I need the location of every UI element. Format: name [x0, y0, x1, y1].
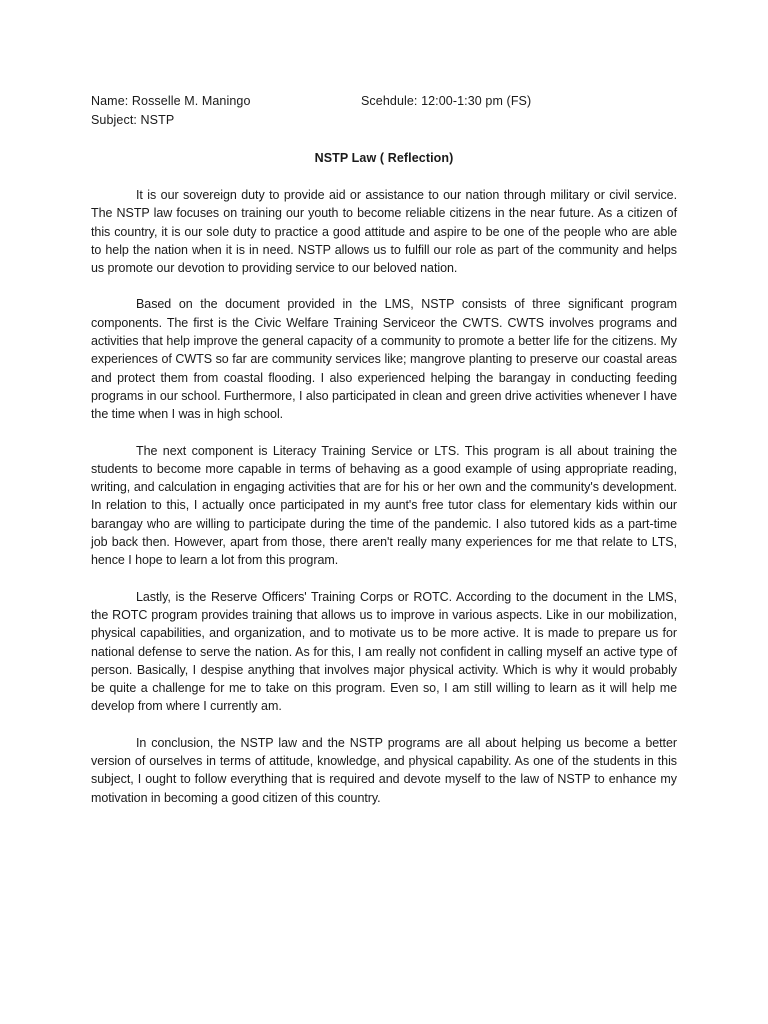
paragraph-conclusion: In conclusion, the NSTP law and the NSTP programs are all about helping us become a better version of ourselves in terms of attitude, knowledge, and physical capability. As one of the students in this subject, I ought to follow everything that is required and devote myself to the law of NSTP to enhance my motivation in becoming a good citizen of this country.: [91, 735, 677, 805]
subject: Subject: NSTP: [91, 113, 175, 127]
paragraph-cwts: Based on the document provided in the LMS, NSTP consists of three significant program components. The first is the Civic Welfare Training Serviceor the CWTS. CWTS involves programs and activities that help improve the general capacity of a community to promote a better life for the citizens. My experiences of CWTS so far are community services like; mangrove planting to preserve our coastal areas and protect them from coastal flooding. I also experienced helping the barangay in conducting feeding programs in our school. Furthermore, I also participated in clean and green drive activities whenever I have the time when I was in high school.: [91, 297, 677, 422]
paragraph-lts: The next component is Literacy Training Service or LTS. This program is all about training the students to become more capable in terms of behaving as a good example of using appropriate reading, writing, and calculation in engaging activities that are for his or her own and the community's development. In relation to this, I actually once participated in my aunt's free tutor class for elementary kids within our barangay who are willing to participate during the time of the pandemic. I also tutored kids as a part-time job back then. However, apart from those, there aren't really many experiences for me that relate to LTS, hence I hope to learn a lot from this program.: [91, 443, 677, 568]
paragraph-intro: It is our sovereign duty to provide aid or assistance to our nation through military or civil service. The NSTP law focuses on training our youth to become reliable citizens in the near future. As a citizen of this country, it is our sole duty to practice a good attitude and aspire to be one of the people who are able to help the nation when it is in need. NSTP allows us to fulfill our role as part of the community and helps us promote our devotion to providing service to our beloved nation.: [91, 188, 677, 276]
student-name: Name: Rosselle M. Maningo: [91, 94, 251, 108]
document-body: [91, 186, 677, 825]
header-row: [91, 92, 691, 110]
document-title: NSTP Law ( Reflection): [314, 151, 454, 165]
paragraph-rotc: Lastly, is the Reserve Officers' Training Corps or ROTC. According to the document in the LMS, the ROTC program provides training that allows us to improve in various aspects. Like in our mobilization, physical capabilities, and organization, and to motivate us to be more active. It is made to prepare us for national defense to serve the nation. As for this, I am really not confident in calling myself an active type of person. Basically, I despise anything that involves major physical activity. Which is why it would probably be quite a challenge for me to take on this program. Even so, I am still willing to learn as it will help me develop from where I currently am.: [91, 589, 677, 714]
schedule: Scehdule: 12:00-1:30 pm (FS): [361, 94, 532, 108]
